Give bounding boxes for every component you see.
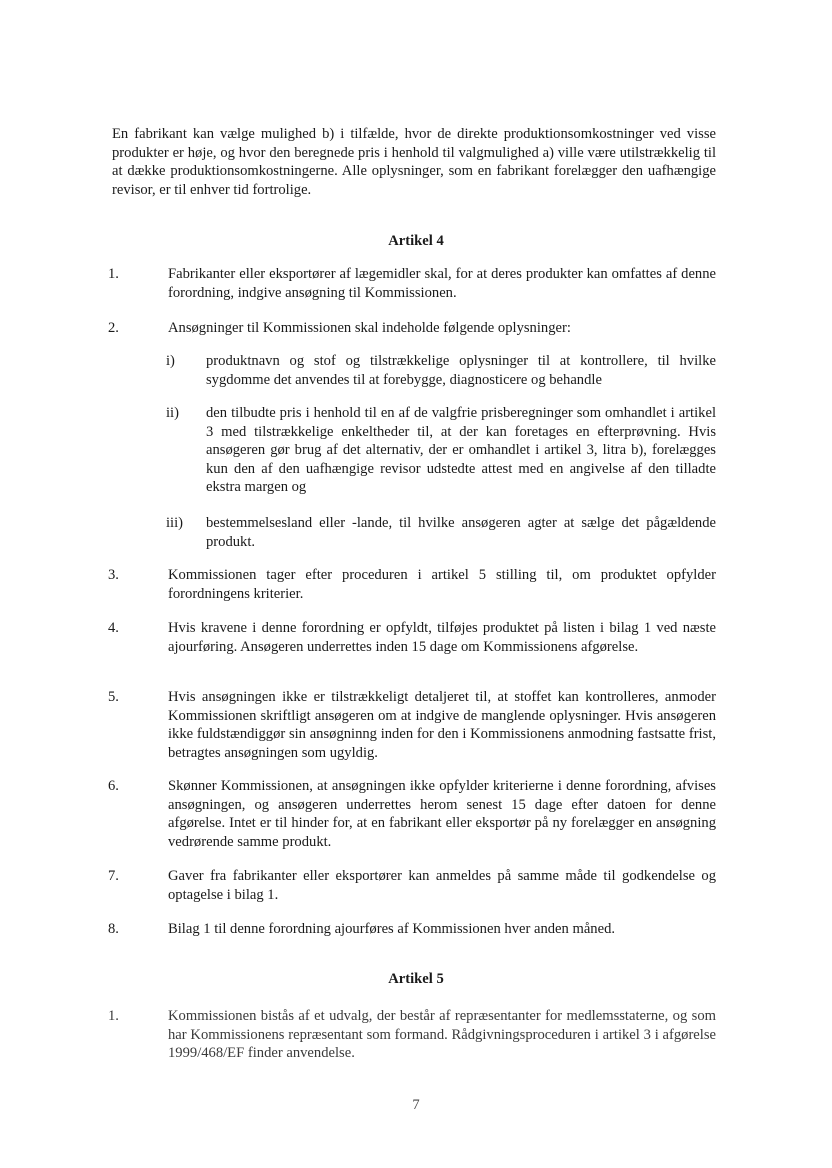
intro-paragraph: En fabrikant kan vælge mulighed b) i tilfælde, hvor de direkte produktionsomkostninger ved visse produkter er høje, og hvor den beregnede pris i henhold til valgmulighed a) ville være utilstrækkelig til at dække produktionsomkostningerne. Alle oplysninger, som en fabrikant forelægger den uafhængige revisor, er til enhver tid fortrolige. (112, 126, 716, 198)
item-number: 5. (108, 689, 119, 705)
article-4-subitem-i (166, 352, 716, 389)
item-text: Gaver fra fabrikanter eller eksportører kan anmeldes på samme måde til godkendelse og optagelse i bilag 1. (168, 868, 716, 903)
article-4-item-1 (108, 265, 716, 302)
article-5-item-1 (108, 1007, 716, 1063)
subitem-number: ii) (166, 405, 179, 421)
article-4-item-5 (108, 688, 716, 762)
item-text: Hvis kravene i denne forordning er opfyldt, tilføjes produktet på listen i bilag 1 ved næste ajourføring. Ansøgeren underrettes inden 15 dage om Kommissionens afgørelse. (168, 620, 716, 655)
article-4-item-8 (108, 920, 716, 939)
item-number: 4. (108, 620, 119, 636)
item-number: 3. (108, 567, 119, 583)
item-number: 2. (108, 320, 119, 336)
page-number: 7 (412, 1097, 420, 1113)
item-text: Kommissionen bistås af et udvalg, der består af repræsentanter for medlemsstaterne, og som har Kommissionens repræsentant som formand. Rådgivningsproceduren i artikel 3 i afgørelse 1999/468/EF finder anvendelse. (168, 1008, 716, 1061)
item-text: Bilag 1 til denne forordning ajourføres af Kommissionen hver anden måned. (168, 921, 616, 937)
item-text: Kommissionen tager efter proceduren i artikel 5 stilling til, om produktet opfylder forordningens kriterier. (168, 567, 716, 602)
article-4-item-3 (108, 566, 716, 603)
item-number: 1. (108, 1008, 119, 1024)
subitem-text: bestemmelsesland eller -lande, til hvilke ansøgeren agter at sælge det pågældende produkt. (206, 515, 716, 550)
subitem-text: den tilbudte pris i henhold til en af de valgfrie prisberegninger som omhandlet i artikel 3 med tilstrækkelige enkeltheder til, at der kan foretages en efterprøvning. Hvis ansøgeren gør brug af det alternativ, der er omhandlet i artikel 3, litra b), forelægges kun den af den uafhængige revisor udstedte attest med en angivelse af den tilladte ekstra margen og (206, 405, 716, 495)
item-text: Ansøgninger til Kommissionen skal indeholde følgende oplysninger: (168, 320, 571, 336)
item-text: Skønner Kommissionen, at ansøgningen ikke opfylder kriterierne i denne forordning, afvises ansøgningen, og ansøgeren underrettes herom senest 15 dage efter datoen for denne afgørelse. Intet er til hinder for, at en fabrikant eller eksportør på ny forelægger en ansøgning vedrørende samme produkt. (168, 778, 716, 850)
article-4-heading: Artikel 4 (388, 233, 444, 249)
article-4-subitem-iii (166, 514, 716, 551)
article-4-item-2 (108, 319, 716, 338)
item-number: 8. (108, 921, 119, 937)
subitem-number: i) (166, 353, 175, 369)
article-4-item-6 (108, 777, 716, 851)
article-4-subitem-ii (166, 404, 716, 497)
subitem-text: produktnavn og stof og tilstrækkelige oplysninger til at kontrollere, til hvilke sygdomme det anvendes til at forebygge, diagnosticere og behandle (206, 353, 716, 388)
item-number: 6. (108, 778, 119, 794)
item-number: 7. (108, 868, 119, 884)
item-number: 1. (108, 266, 119, 282)
item-text: Hvis ansøgningen ikke er tilstrækkeligt detaljeret til, at stoffet kan kontrolleres, anmoder Kommissionen skriftligt ansøgeren om at indgive de manglende oplysninger. Hvis ansøgeren ikke fuldstændiggør sin ansøgninng inden for den i Kommissionens anmodning fastsatte frist, betragtes ansøgningen som ugyldig. (168, 689, 716, 761)
subitem-number: iii) (166, 515, 184, 531)
item-text: Fabrikanter eller eksportører af lægemidler skal, for at deres produkter kan omfattes af denne forordning, indgive ansøgning til Kommissionen. (168, 266, 716, 301)
article-4-item-4 (108, 619, 716, 656)
article-4-item-7 (108, 867, 716, 904)
article-5-heading: Artikel 5 (388, 971, 444, 987)
